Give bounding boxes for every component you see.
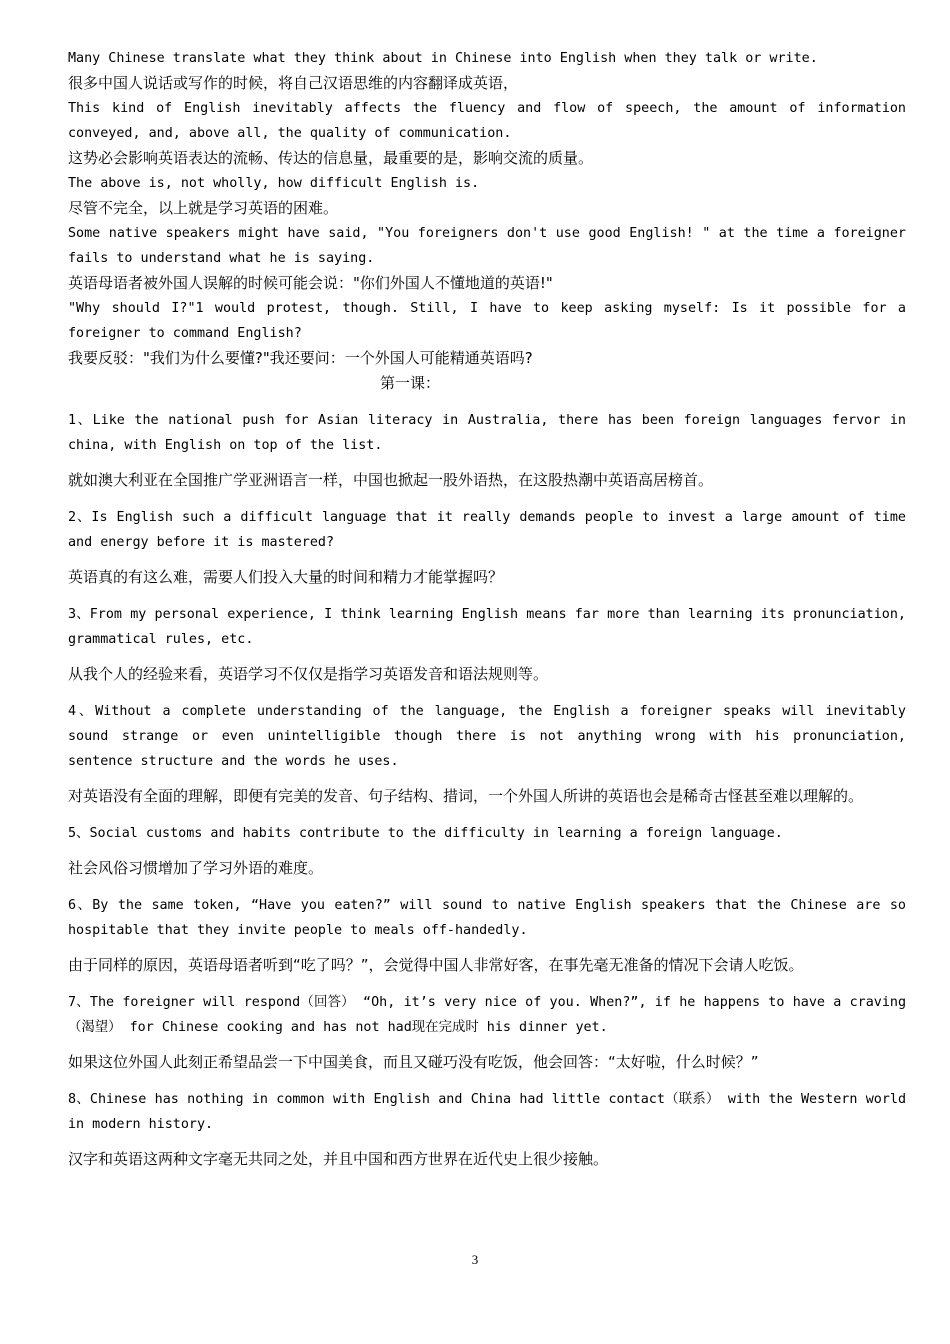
sentence-english: 3、From my personal experience, I think learning English means far more than learning its pronunciation, grammatical rules, etc. [68, 607, 906, 647]
intro-chinese-line: 这势必会影响英语表达的流畅、传达的信息量，最重要的是，影响交流的质量。 [68, 149, 594, 167]
sentence-chinese: 从我个人的经验来看，英语学习不仅仅是指学习英语发音和语法规则等。 [68, 665, 549, 683]
sentence-chinese: 如果这位外国人此刻正希望品尝一下中国美食，而且又碰巧没有吃饭，他会回答：“太好啦，什么时候？” [68, 1053, 759, 1071]
sentence-chinese: 对英语没有全面的理解，即便有完美的发音、句子结构、措词，一个外国人所讲的英语也会是稀奇古怪甚至难以理解的。 [68, 787, 864, 805]
sentence-english: 6、By the same token, “Have you eaten?” will sound to native English speakers that the Chinese are so hospitable that they invite people to meals off-handedly. [68, 898, 906, 938]
sentence-english: 7、The foreigner will respond（回答） “Oh, it’s very nice of you. When?”, if he happens to have a craving（渴望） for Chinese cooking and has not had现在完成时 his dinner yet. [68, 995, 906, 1035]
sentence-chinese: 社会风俗习惯增加了学习外语的难度。 [68, 859, 324, 877]
sentence-english: 1、Like the national push for Asian literacy in Australia, there has been foreign languages fervor in china, with English on top of the list. [68, 413, 906, 453]
sentence-item [68, 505, 906, 590]
intro-english-line: Many Chinese translate what they think about in Chinese into English when they talk or write. [68, 51, 818, 66]
sentence-english: 8、Chinese has nothing in common with English and China had little contact（联系） with the Western world in modern history. [68, 1092, 906, 1132]
intro-english-line: "Why should I?"1 would protest, though. Still, I have to keep asking myself: Is it possible for a foreigner to command English? [68, 301, 906, 341]
sentence-english: 2、Is English such a difficult language that it really demands people to invest a large amount of time and energy before it is mastered? [68, 510, 906, 550]
lesson-heading: 第一课： [380, 374, 441, 392]
sentence-chinese: 汉字和英语这两种文字毫无共同之处，并且中国和西方世界在近代史上很少接触。 [68, 1150, 609, 1168]
sentence-item [68, 408, 906, 493]
intro-english-line: This kind of English inevitably affects the fluency and flow of speech, the amount of information conveyed, and, above all, the quality of communication. [68, 101, 906, 141]
sentence-item [68, 699, 906, 809]
sentence-chinese: 就如澳大利亚在全国推广学亚洲语言一样，中国也掀起一股外语热，在这股热潮中英语高居榜首。 [68, 471, 714, 489]
sentence-english: 4、Without a complete understanding of the language, the English a foreigner speaks will inevitably sound strange or even unintelligible though there is not anything wrong with his pronunciation, sentence structure and the words he uses. [68, 704, 906, 769]
sentence-item [68, 602, 906, 687]
sentence-english: 5、Social customs and habits contribute to the difficulty in learning a foreign language. [68, 826, 783, 841]
sentence-item [68, 1087, 906, 1172]
intro-chinese-line: 英语母语者被外国人误解的时候可能会说："你们外国人不懂地道的英语!" [68, 274, 553, 292]
sentence-item [68, 821, 906, 881]
sentence-chinese: 英语真的有这么难，需要人们投入大量的时间和精力才能掌握吗？ [68, 568, 504, 586]
sentence-item [68, 893, 906, 978]
sentence-item [68, 990, 906, 1075]
document-body [68, 46, 906, 1172]
sentence-chinese: 由于同样的原因，英语母语者听到“吃了吗？”，会觉得中国人非常好客，在事先毫无准备的情况下会请人吃饭。 [68, 956, 804, 974]
intro-english-line: The above is, not wholly, how difficult English is. [68, 176, 480, 191]
intro-chinese-line: 很多中国人说话或写作的时候，将自己汉语思维的内容翻译成英语， [68, 74, 519, 92]
page-number: 3 [471, 1252, 479, 1267]
intro-chinese-line: 尽管不完全，以上就是学习英语的困难。 [68, 199, 339, 217]
intro-chinese-line: 我要反驳："我们为什么要懂?"我还要问：一个外国人可能精通英语吗? [68, 349, 533, 367]
intro-english-line: Some native speakers might have said, "You foreigners don't use good English! " at the time a foreigner fails to understand what he is saying. [68, 226, 906, 266]
intro-section [68, 46, 906, 371]
sentence-list [68, 408, 906, 1172]
